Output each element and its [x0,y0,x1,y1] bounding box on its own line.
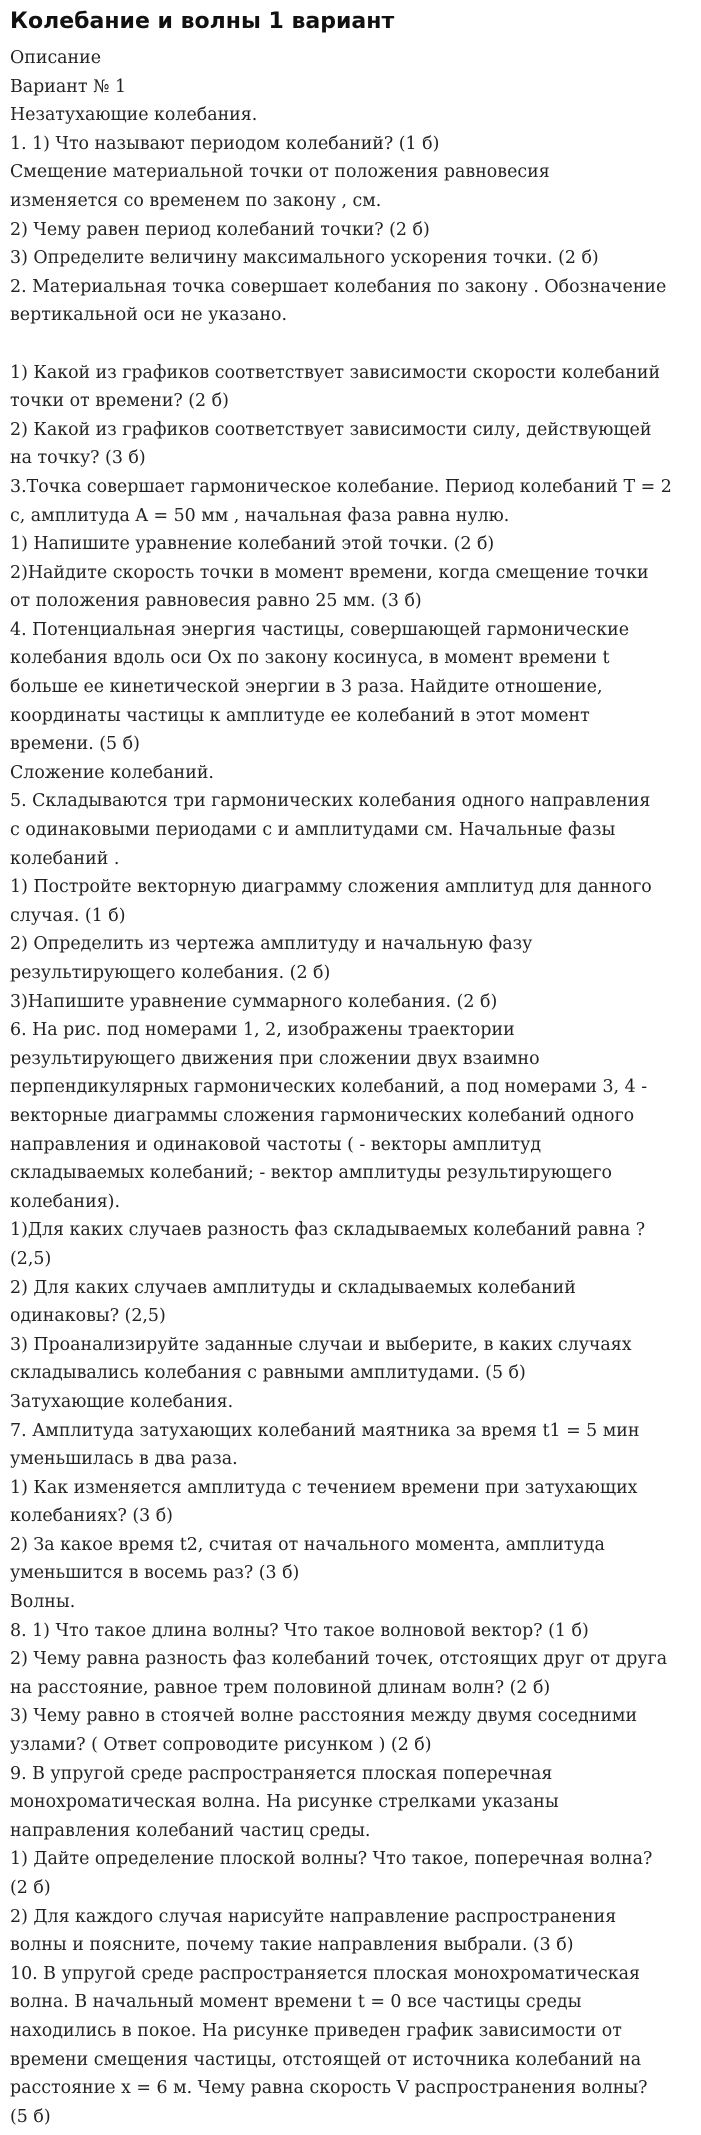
text-line: 3.Точка совершает гармоническое колебание. Период колебаний T = 2 [10,476,672,497]
text-line: векторные диаграммы сложения гармонических колебаний одного [10,1105,635,1126]
text-line: результирующего движения при сложении двух взаимно [10,1048,540,1069]
text-line: колебаний . [10,848,120,869]
text-line: колебания). [10,1191,120,1212]
text-line: волны и поясните, почему такие направления выбрали. (3 б) [10,1935,574,1956]
text-line: на расстояние, равное трем половиной длинам волн? (2 б) [10,1677,551,1698]
text-line: 9. В упругой среде распространяется плоская поперечная [10,1763,553,1784]
text-line: 5. Складываются три гармонических колебания одного направления [10,791,651,812]
blank-line [10,330,696,359]
text-line: результирующего колебания. (2 б) [10,963,331,983]
text-line: расстояние x = 6 м. Чему равна скорость V распространения волны? [10,2078,648,2099]
text-line: 2) Чему равна разность фаз колебаний точек, отстоящих друг от друга [10,1649,668,1670]
page-title: Колебание и волны 1 вариант [10,9,395,34]
text-line: 3) Чему равно в стоячей волне расстояния между двумя соседними [10,1706,638,1727]
text-line: Волны. [10,1592,76,1613]
text-line: 8. 1) Что такое длина волны? Что такое волновой вектор? (1 б) [10,1620,589,1641]
text-line: направления и одинаковой частоты ( - векторы амплитуд [10,1134,542,1155]
text-line: координаты частицы к амплитуде ее колебаний в этот момент [10,705,590,726]
text-line: волна. В начальный момент времени t = 0 все частицы среды [10,1992,582,2013]
text-line: 2) Чему равен период колебаний точки? (2 б) [10,219,430,240]
text-line: уменьшится в восемь раз? (3 б) [10,1563,300,1584]
text-line: Затухающие колебания. [10,1391,234,1412]
text-line: Незатухающие колебания. [10,105,258,126]
text-line: больше ее кинетической энергии в 3 раза. Найдите отношение, [10,677,603,698]
text-line: 1) Постройте векторную диаграмму сложения амплитуд для данного [10,877,652,898]
text-line: изменяется со временем по закону , см. [10,190,382,211]
text-line: времени смещения частицы, отстоящей от источника колебаний на [10,2049,642,2070]
text-line: 3)Напишите уравнение суммарного колебания. (2 б) [10,991,498,1012]
text-line: времени. (5 б) [10,734,140,755]
text-line: находились в покое. На рисунке приведен график зависимости от [10,2020,622,2041]
text-line: перпендикулярных гармонических колебаний, а под номерами 3, 4 - [10,1077,648,1098]
text-line: случая. (1 б) [10,905,126,926]
text-line: 2)Найдите скорость точки в момент времени, когда смещение точки [10,562,649,583]
text-line: колебаниях? (3 б) [10,1506,173,1527]
text-line: с, амплитуда A = 50 мм , начальная фаза равна нулю. [10,505,510,526]
text-line: одинаковы? (2,5) [10,1306,166,1327]
text-line: 4. Потенциальная энергия частицы, совершающей гармонические [10,619,629,640]
text-line: узлами? ( Ответ сопроводите рисунком ) (2 б) [10,1735,432,1756]
text-line: (2 б) [10,1878,51,1898]
text-line: 2) Какой из графиков соответствует зависимости силу, действующей [10,419,652,440]
document-body [10,44,696,2131]
text-line: 1) Дайте определение плоской волны? Что такое, поперечная волна? [10,1849,653,1870]
text-line: 2. Материальная точка совершает колебания по закону . Обозначение [10,276,667,297]
text-line: складывались колебания с равными амплитудами. (5 б) [10,1363,526,1384]
text-line: 2) За какое время t2, считая от начального момента, амплитуда [10,1534,605,1555]
text-line: направления колебаний частиц среды. [10,1820,371,1841]
document-page [10,8,696,2131]
text-line: 1) Какой из графиков соответствует зависимости скорости колебаний [10,362,661,383]
text-line: 1. 1) Что называют периодом колебаний? (1 б) [10,133,440,154]
text-line: 6. На рис. под номерами 1, 2, изображены траектории [10,1020,515,1041]
text-line: вертикальной оси не указано. [10,305,288,326]
text-line: 3) Проанализируйте заданные случаи и выберите, в каких случаях [10,1334,632,1355]
text-line: колебания вдоль оси Ox по закону косинуса, в момент времени t [10,648,610,669]
text-line: Описание [10,48,102,68]
text-line: Вариант № 1 [10,76,127,97]
text-line: 1)Для каких случаев разность фаз складываемых колебаний равна ? [10,1220,646,1241]
text-line: 1) Напишите уравнение колебаний этой точки. (2 б) [10,534,495,555]
text-line: 2) Для каждого случая нарисуйте направление распространения [10,1906,617,1927]
text-line: Сложение колебаний. [10,762,214,783]
text-line: 1) Как изменяется амплитуда с течением времени при затухающих [10,1477,638,1498]
text-line: на точку? (3 б) [10,448,146,469]
text-line: 2) Для каких случаев амплитуды и складываемых колебаний [10,1277,576,1298]
text-line: от положения равновесия равно 25 мм. (3 б) [10,591,422,612]
text-line: 10. В упругой среде распространяется плоская монохроматическая [10,1963,640,1984]
text-line: монохроматическая волна. На рисунке стрелками указаны [10,1792,559,1813]
text-line: 7. Амплитуда затухающих колебаний маятника за время t1 = 5 мин [10,1420,640,1441]
text-line: 3) Определите величину максимального ускорения точки. (2 б) [10,248,599,269]
text-line: с одинаковыми периодами с и амплитудами см. Начальные фазы [10,820,616,841]
text-line: 2) Определить из чертежа амплитуду и начальную фазу [10,934,533,955]
text-line: Смещение материальной точки от положения равновесия [10,162,550,183]
text-line: уменьшилась в два раза. [10,1449,238,1470]
text-line: складываемых колебаний; - вектор амплитуды результирующего [10,1163,612,1184]
text-line: (5 б) [10,2106,51,2127]
text-line: точки от времени? (2 б) [10,391,229,412]
text-line: (2,5) [10,1248,52,1269]
